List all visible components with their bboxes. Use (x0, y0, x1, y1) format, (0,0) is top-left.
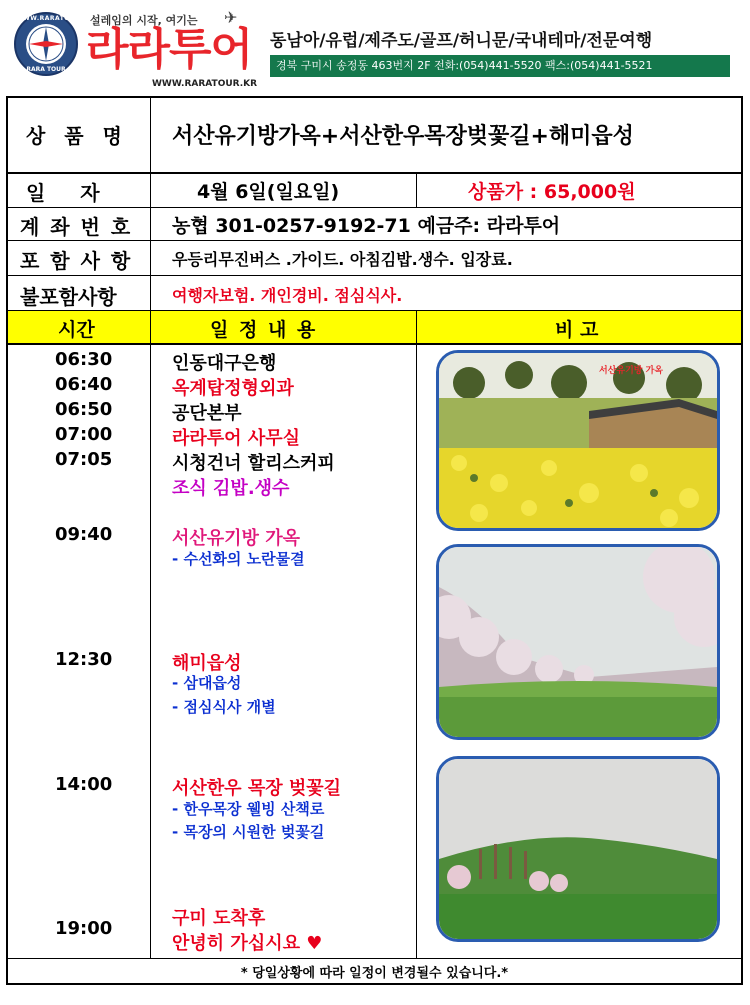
brand-name: 라라투어 (86, 24, 253, 75)
row-divider (6, 275, 743, 276)
product-label (26, 120, 138, 149)
exclude-label: 불포함사항 (20, 285, 117, 309)
logo-ring-text: WWW.RARATOUR.KR (16, 15, 94, 22)
row-divider (6, 343, 743, 345)
product-label-text: 상 품 명 (26, 124, 128, 148)
schedule-item: 시청건너 할리스커피 (172, 453, 335, 474)
photo-caption: 서산유기방 가옥 (599, 366, 663, 376)
photo-ranch-cherry-road (436, 756, 720, 942)
tagline: 설레임의 시작, 여기는 (90, 14, 198, 27)
row-divider (6, 172, 743, 174)
schedule-item: 안녕히 가십시요 ♥ (172, 933, 323, 954)
schedule-subitem: - 한우목장 웰빙 산책로 (172, 800, 325, 818)
schedule-time: 06:50 (55, 399, 113, 420)
include-value: 우등리무진버스 .가이드. 아침김밥.생수. 입장료. (172, 250, 513, 269)
date-label: 일 자 (26, 181, 114, 205)
footer-notice: * 당일상황에 따라 일정이 변경될수 있습니다.* (240, 966, 509, 981)
photo-fortress-cherry-blossom (436, 544, 720, 740)
row-divider (6, 207, 743, 208)
schedule-time: 06:40 (55, 374, 113, 395)
photo-daffodil-garden (436, 350, 720, 531)
table-header-bar (8, 311, 741, 343)
schedule-subitem: - 수선화의 노란물결 (172, 550, 305, 568)
include-label: 포 함 사 항 (20, 249, 133, 273)
schedule-subitem: - 삼대읍성 (172, 674, 242, 692)
brand-url[interactable]: WWW.RARATOUR.KR (152, 79, 258, 89)
schedule-item: 옥계탑정형외과 (172, 378, 294, 399)
schedule-time: 06:30 (55, 349, 113, 370)
schedule-time: 19:00 (55, 918, 113, 939)
row-divider (6, 958, 743, 959)
schedule-time: 07:05 (55, 449, 113, 470)
schedule-time: 07:00 (55, 424, 113, 445)
account-value: 농협 301-0257-9192-71 예금주: 라라투어 (172, 215, 561, 237)
schedule-subitem: - 목장의 시원한 벚꽃길 (172, 823, 325, 841)
schedule-item: 인동대구은행 (172, 353, 277, 374)
column-divider (416, 310, 417, 959)
schedule-item: 라라투어 사무실 (172, 428, 300, 449)
schedule-item: 해미읍성 (172, 653, 242, 674)
airplane-icon: ✈ (224, 8, 238, 27)
schedule-item: 구미 도착후 (172, 908, 266, 929)
logo-ring-text: RARA TOUR (26, 66, 66, 73)
schedule-item: 서산유기방 가옥 (172, 528, 300, 549)
contact-address-bar: 경북 구미시 송정동 463번지 2F 전화:(054)441-5520 팩스:(054)441-5521 (270, 55, 730, 77)
travel-categories: 동남아/유럽/제주도/골프/허니문/국내테마/전문여행 (270, 31, 653, 51)
column-divider (150, 96, 151, 959)
schedule-item: 공단본부 (172, 403, 242, 424)
price: 상품가 : 65,000원 (468, 181, 636, 203)
company-logo (14, 12, 94, 76)
note-column-header: 비 고 (555, 319, 599, 341)
schedule-item: 조식 김밥.생수 (172, 478, 290, 499)
date-value: 4월 6일(일요일) (197, 181, 340, 203)
schedule-time: 14:00 (55, 774, 113, 795)
account-label: 계 좌 번 호 (20, 215, 133, 239)
schedule-time: 12:30 (55, 649, 113, 670)
row-divider (6, 240, 743, 241)
exclude-value: 여행자보험. 개인경비. 점심식사. (172, 286, 403, 305)
schedule-time: 09:40 (55, 524, 113, 545)
compass-icon (26, 24, 66, 64)
schedule-subitem: - 점심식사 개별 (172, 698, 276, 716)
schedule-item: 서산한우 목장 벚꽃길 (172, 778, 342, 799)
schedule-column-header: 일 정 내 용 (210, 319, 318, 341)
time-column-header: 시간 (58, 319, 95, 341)
column-divider (416, 172, 417, 208)
product-name: 서산유기방가옥+서산한우목장벚꽃길+해미읍성 (172, 124, 634, 149)
